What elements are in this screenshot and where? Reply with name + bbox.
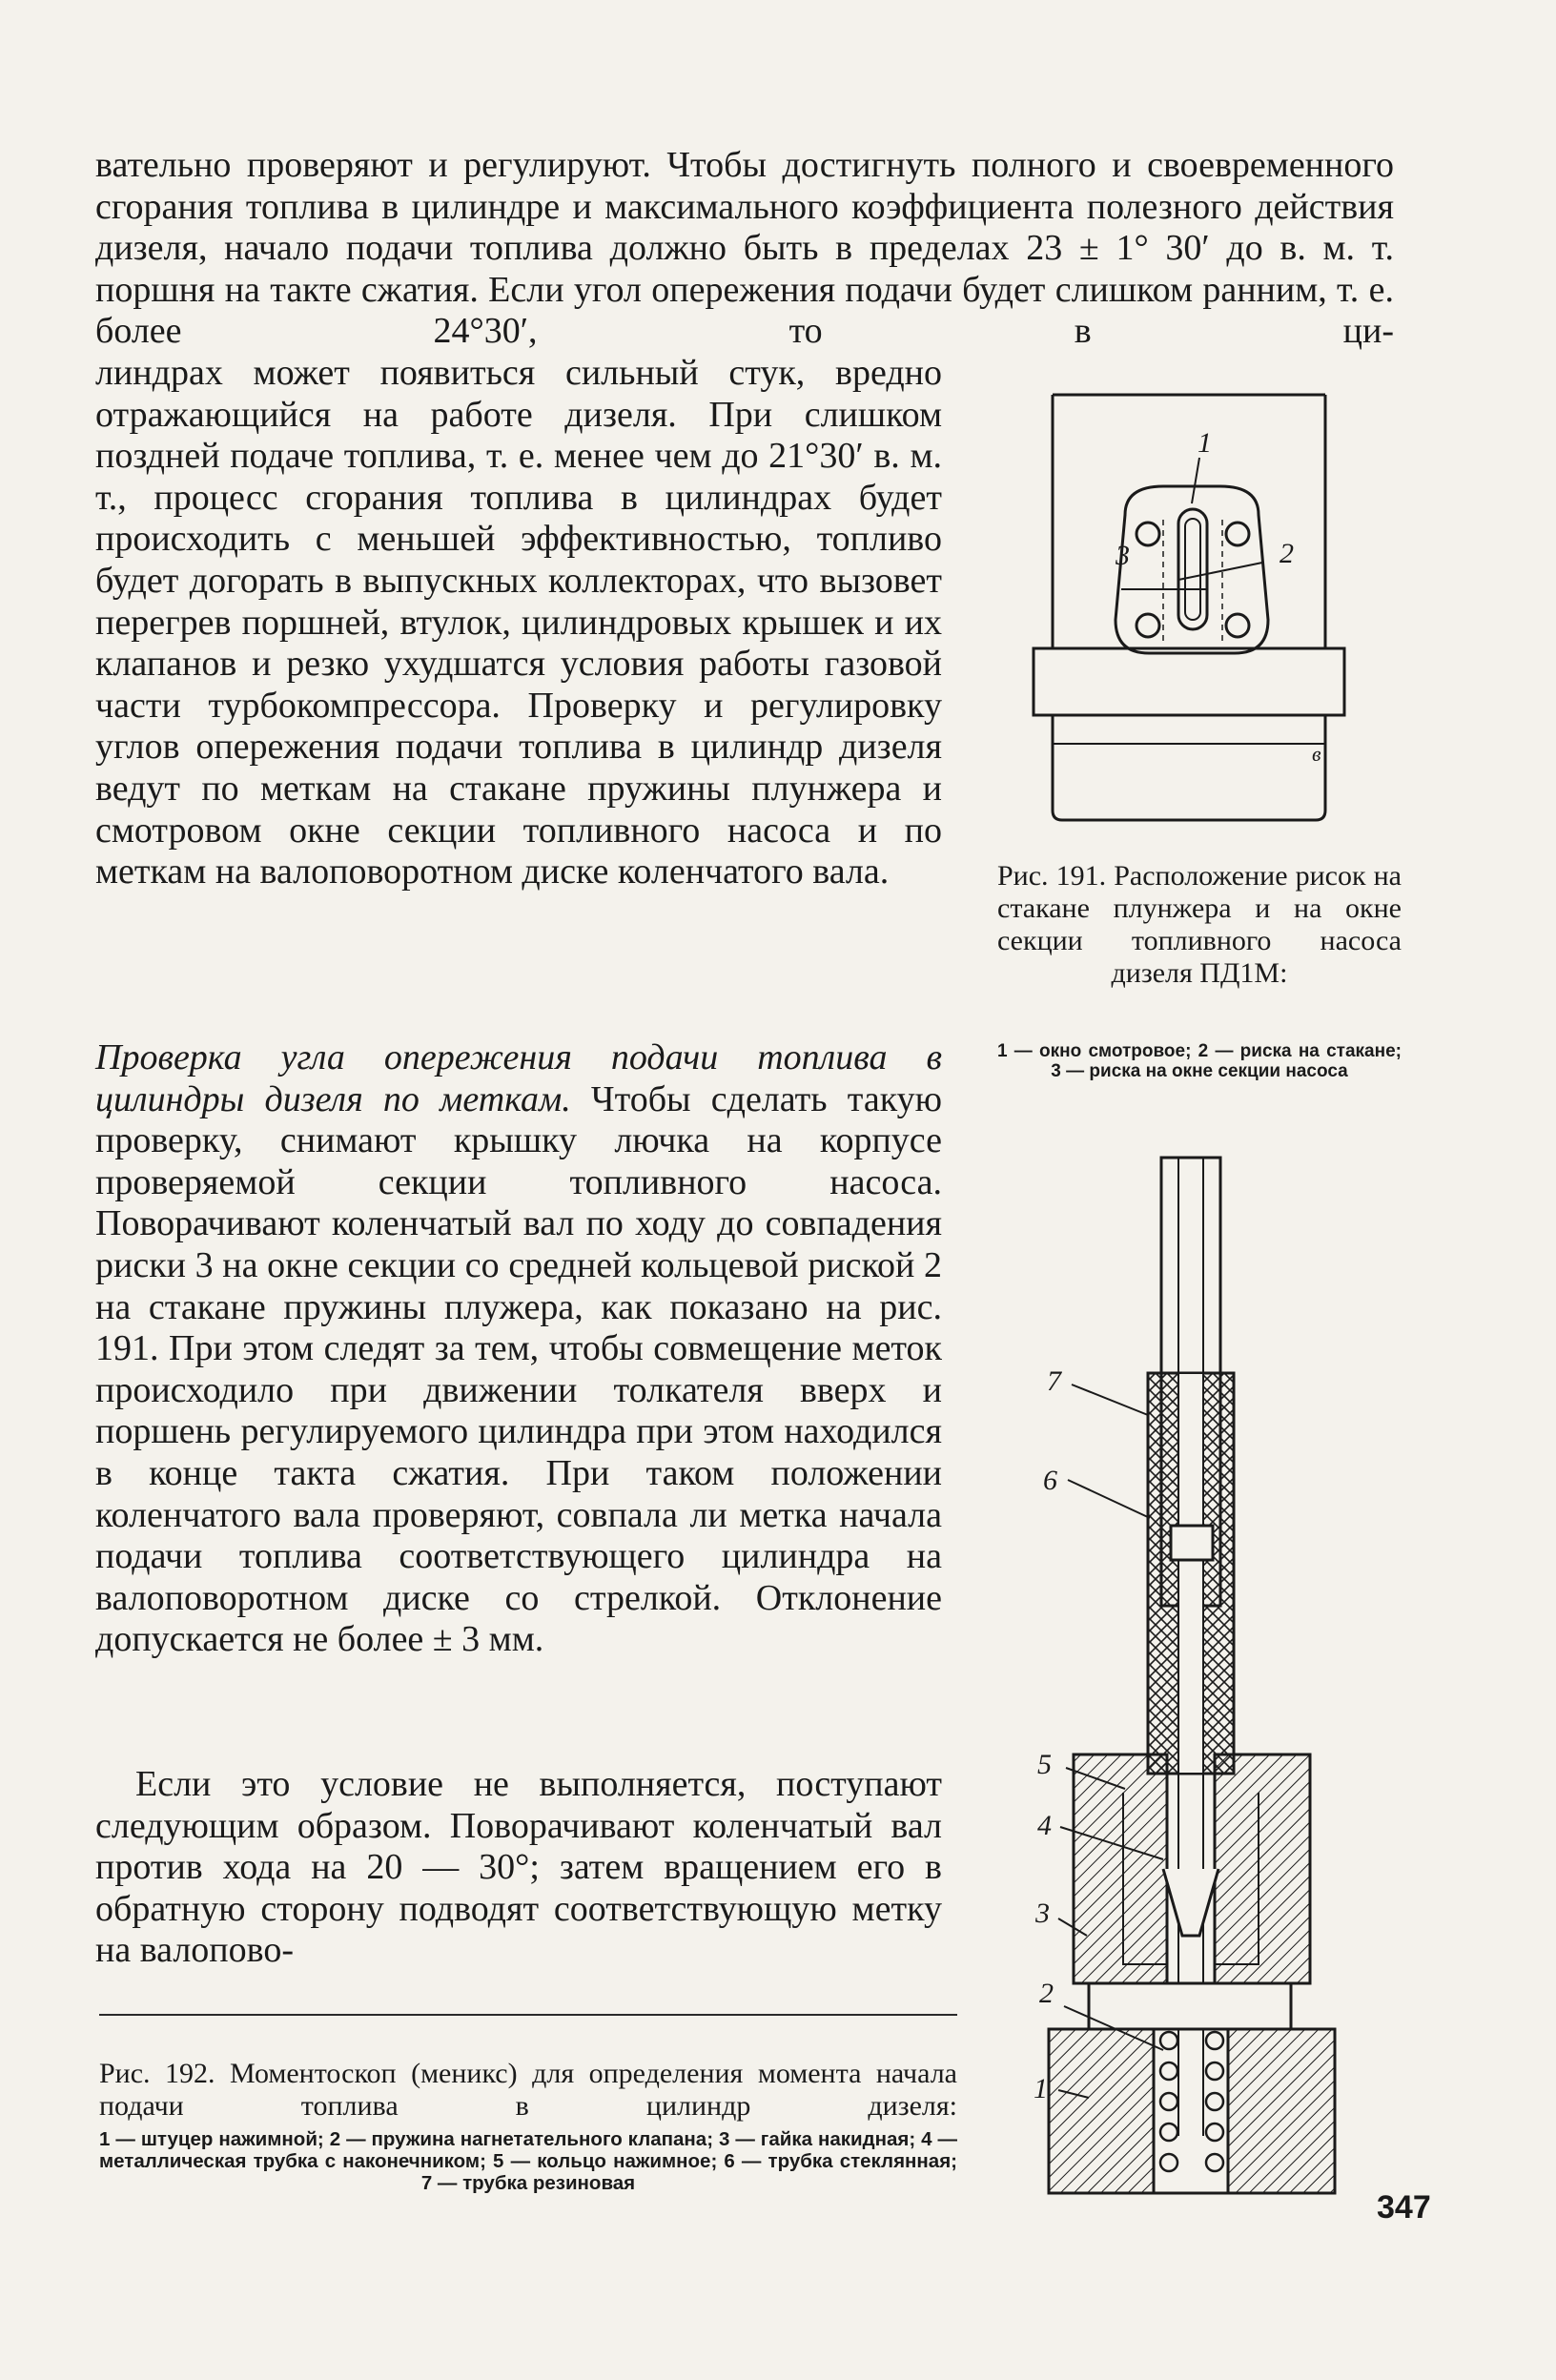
fig191-label-2: 2 xyxy=(1280,538,1294,569)
pump-housing-outline xyxy=(1053,395,1325,648)
paragraph-intro-continued: линдрах может появиться сильный стук, вредно отражающийся на работе дизеля. При слишком поздней подаче топлива, т. е. менее чем до 21°30′ в. м. т., процесс сгорания топлива в цилиндрах будет происходить с меньшей эффективностью, топливо будет догорать в выпускных коллекторах, что вызовет перегрев поршней, втулок, цилиндровых крышек и их клапанов и резко ухудшатся условия работы газовой части турбокомпрессора. Проверку и регулировку углов опережения подачи топлива в цилиндр дизеля ведут по меткам на стакане пружины плунжера и смотровом окне секции топливного насоса и по меткам на валоповоротном диске коленчатого вала. xyxy=(95,353,942,892)
figure-191-caption: Рис. 191. Расположение рисок на стакане плунжера и на окне секции топливного насоса дизеля ПД1М: xyxy=(997,860,1402,989)
nozzle-tip xyxy=(1163,1869,1218,1936)
fig191-label-1: 1 xyxy=(1198,427,1212,459)
figure-192-drawing xyxy=(1030,1144,1392,2203)
mark-2-line xyxy=(1178,563,1262,580)
fig192-label-2: 2 xyxy=(1039,1978,1054,2009)
fig192-label-4: 4 xyxy=(1037,1810,1052,1841)
spring-coils xyxy=(1160,2032,1223,2171)
fig192-label-7: 7 xyxy=(1047,1365,1061,1397)
fig192-label-6: 6 xyxy=(1043,1465,1057,1496)
leader-1 xyxy=(1192,458,1199,503)
fig192-label-5: 5 xyxy=(1037,1749,1052,1780)
flange-bolt-bl xyxy=(1136,614,1159,637)
window-slot xyxy=(1178,509,1207,629)
fig191-label-3: 3 xyxy=(1116,540,1130,571)
fig191-label-v: в xyxy=(1312,742,1321,766)
paragraph-check-body: Чтобы сделать такую проверку, снимают крышку лючка на корпусе проверяемой секции топливного насоса. Поворачивают коленчатый вал по ходу до совпадения риски 3 на окне секции со средней кольцевой риской 2 на стакане пружины плужера, как показано на рис. 191. При этом следят за тем, чтобы совмещение меток происходило при движении толкателя вверх и поршень регулируемого цилиндра при этом находился в конце такта сжатия. При таком положении коленчатого вала проверяют, совпала ли метка начала подачи топлива соответствующего цилиндра на валоповоротном диске со стрелкой. Отклонение допускается не более ± 3 мм. xyxy=(95,1078,943,1660)
figure-191-legend: 1 — окно смотровое; 2 — риска на стакане; 3 — риска на окне секции насоса xyxy=(997,1041,1402,1081)
housing-band xyxy=(1034,648,1344,715)
figure-192-caption: Рис. 192. Моментоскоп (меникс) для определения момента начала подачи топлива в цилиндр дизеля: xyxy=(99,2058,957,2122)
page-number: 347 xyxy=(1377,2189,1431,2226)
paragraph-if: Если это условие не выполняется, поступают следующим образом. Поворачивают коленчатый вал против хода на 20 — 30°; затем вращением его в обратную сторону подводят соответствующую метку на валопово- xyxy=(95,1764,942,1971)
lower-cylinder xyxy=(1053,715,1325,820)
glass-tube-join xyxy=(1171,1526,1213,1560)
figure-192-legend: 1 — штуцер нажимной; 2 — пружина нагнетательного клапана; 3 — гайка накидная; 4 — металлическая трубка с наконечником; 5 — кольцо нажимное; 6 — трубка стеклянная; 7 — трубка резиновая xyxy=(99,2128,957,2194)
caption-rule xyxy=(99,2014,957,2016)
figure-191-drawing xyxy=(1030,391,1354,830)
fig192-label-1: 1 xyxy=(1034,2073,1048,2104)
fig192-label-3: 3 xyxy=(1035,1898,1050,1929)
flange-bolt-tr xyxy=(1226,523,1249,545)
press-fitting xyxy=(1049,2029,1335,2193)
paragraph-intro: вательно проверяют и регулируют. Чтобы достигнуть полного и своевременного сгорания топлива в цилиндре и максимального коэффициента полезного действия дизеля, начало подачи топлива должно быть в пределах 23 ± 1° 30′ до в. м. т. поршня на такте сжатия. Если угол опережения подачи будет слишком ранним, т. е. более 24°30′, то в ци- xyxy=(95,145,1394,352)
paragraph-check xyxy=(95,1037,942,1661)
flange-bolt-br xyxy=(1226,614,1249,637)
flange-bolt-tl xyxy=(1136,523,1159,545)
connector xyxy=(1089,1983,1291,2029)
section-title: Проверка угла опережения подачи топлива в цилиндры дизеля по меткам. xyxy=(95,1037,942,1119)
